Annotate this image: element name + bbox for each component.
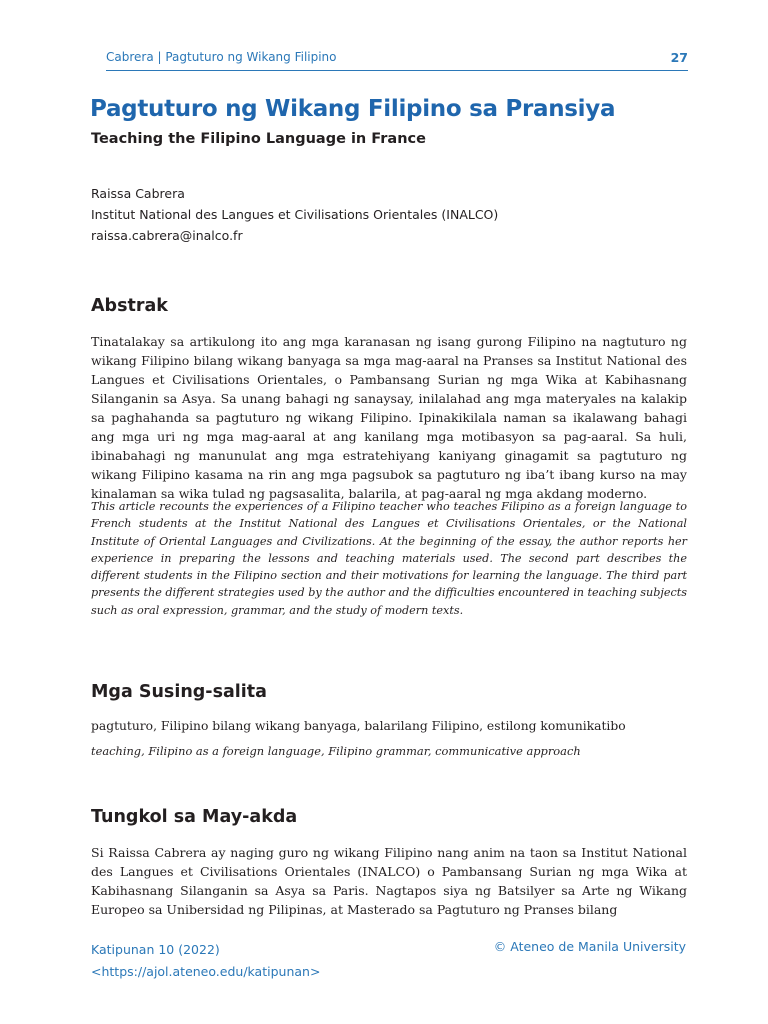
abstract-english: This article recounts the experiences of a Filipino teacher who teaches Filipino as a foreign language to French students at the Institut National des Langues et Civilisations Orientales, or the National Institute of Oriental Languages and Civilizations. At the beginning of the essay, the author reports her experience in preparing the lessons and teaching materials used. The second part describes the different students in the Filipino section and their motivations for learning the language. The third part presents the different strategies used by the author and the difficulties encountered in teaching subjects such as oral expression, grammar, and the study of modern texts. [91,500,687,617]
keywords-filipino: pagtuturo, Filipino bilang wikang banyaga, balarilang Filipino, estilong komunikatibo [91,719,626,733]
article-subtitle: Teaching the Filipino Language in France [91,131,426,147]
about-author-text: Si Raissa Cabrera ay naging guro ng wikang Filipino nang anim na taon sa Institut National des Langues et Civilisations Orientales (INALCO) o Pambansang Surian ng mga Wika at Kabihasnang Silanganin sa Asya sa Paris. Nagtapos siya ng Batsilyer sa Arte ng Wikang Europeo sa Unibersidad ng Pilipinas, at Masterado sa Pagtuturo ng Pranses bilang [91,845,687,917]
page-number: 27 [670,50,688,65]
article-title: Pagtuturo ng Wikang Filipino sa Pransiya [90,96,616,122]
author-name: Raissa Cabrera [91,186,185,201]
footer-left [91,939,320,983]
copyright-notice: © Ateneo de Manila University [493,939,686,954]
journal-url-link[interactable]: <https://ajol.ateneo.edu/katipunan> [91,964,321,979]
running-head-title: Cabrera | Pagtuturo ng Wikang Filipino [106,50,337,64]
keywords-heading: Mga Susing-salita [91,682,267,702]
author-email[interactable]: raissa.cabrera@inalco.fr [91,228,243,243]
abstract-heading: Abstrak [91,296,168,316]
about-author-heading: Tungkol sa May-akda [91,807,298,827]
journal-citation: Katipunan 10 (2022) [91,942,220,957]
abstract-filipino: Tinatalakay sa artikulong ito ang mga karanasan ng isang gurong Filipino na nagtuturo ng wikang Filipino bilang wikang banyaga sa mga mag-aaral na Pranses sa Institut National des Langues et Civilisations Orientales, o Pambansang Surian ng mga Wika at Kabihasnang Silanganin sa Asya. Sa unang bahagi ng sanaysay, inilalahad ang mga materyales na kalakip sa paghahanda sa pagtuturo ng wikang Filipino. Ipinakikilala naman sa ikalawang bahagi ang mga uri ng mga mag-aaral at ang kanilang mga motibasyon sa pag-aaral. Sa huli, ibinabahagi ng manunulat ang mga estratehiyang kaniyang ginagamit sa pagtuturo ng wikang Filipino kasama na rin ang mga pagsubok sa pagtuturo ng iba’t ibang kurso na may kinalaman sa wika tulad ng pagsasalita, balarila, at pag-aaral ng mga akdang moderno. [91,334,687,501]
author-block [91,183,498,246]
running-head [106,50,688,71]
keywords-english: teaching, Filipino as a foreign language, Filipino grammar, communicative approach [91,744,581,758]
author-affiliation: Institut National des Langues et Civilisations Orientales (INALCO) [91,207,499,222]
